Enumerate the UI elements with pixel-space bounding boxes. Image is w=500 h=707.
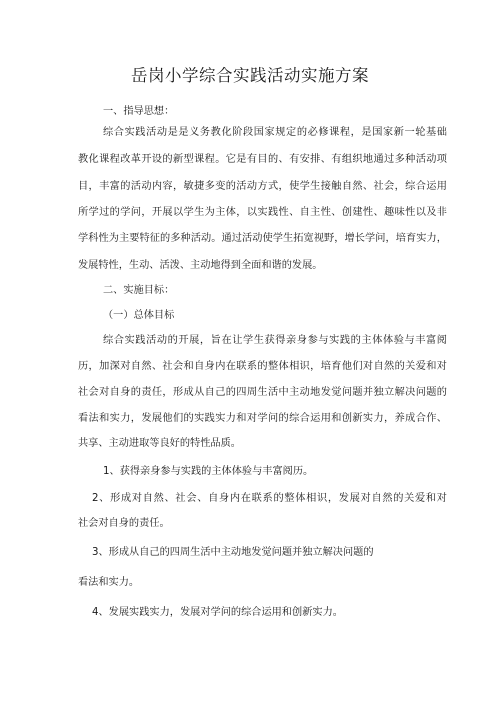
list-item: 2、形成对自然、社会、自身内在联系的整体相识，发展对自然的关爱和对 — [92, 493, 447, 504]
paragraph-line: 所学过的学问，开展以学生为主体，以实践性、自主性、创建性、趣味性以及非 — [78, 207, 447, 218]
list-item: 4、发展实践实力，发展对学问的综合运用和创新实力。 — [92, 607, 343, 618]
paragraph-line: 社会对自身的责任，形成从自己的四周生活中主动地发觉问题并独立解决问题的 — [78, 387, 447, 398]
list-item: 1、获得亲身参与实践的主体体验与丰富阅历。 — [103, 466, 314, 477]
paragraph-line: 历，加深对自然、社会和自身内在联系的整体相识，培育他们对自然的关爱和对 — [78, 361, 447, 372]
paragraph-line: 目，丰富的活动内容，敏捷多变的活动方式，使学生接触自然、社会，综合运用 — [78, 181, 447, 192]
subsection-heading-overall-goal: （一）总体目标 — [103, 310, 175, 321]
paragraph-line: 共享、主动进取等良好的特性品质。 — [78, 438, 241, 449]
list-item: 3、形成从自己的四周生活中主动地发觉问题并独立解决问题的 — [92, 547, 374, 558]
list-item-continuation: 社会对自身的责任。 — [78, 518, 170, 529]
paragraph-line: 综合实践活动是是义务教化阶段国家规定的必修课程，是国家新一轮基础 — [103, 127, 447, 138]
document-title: 岳岗小学综合实践活动实施方案 — [131, 66, 369, 85]
section-heading-guiding-thought: 一、指导思想： — [103, 106, 175, 117]
paragraph-line: 发展特性，生动、活泼、主动地得到全面和谐的发展。 — [78, 260, 323, 271]
paragraph-line: 教化课程改革开设的新型课程。它是有目的、有安排、有组织地通过多种活动项 — [78, 154, 447, 165]
paragraph-line: 学科性为主要特征的多种活动。通过活动使学生拓宽视野，增长学问，培育实力， — [78, 233, 447, 244]
list-item-continuation: 看法和实力。 — [78, 577, 140, 588]
paragraph-line: 综合实践活动的开展，旨在让学生获得亲身参与实践的主体体验与丰富阅 — [103, 335, 447, 346]
paragraph-line: 看法和实力，发展他们的实践实力和对学问的综合运用和创新实力，养成合作、 — [78, 413, 447, 424]
section-heading-objectives: 二、实施目标： — [103, 285, 175, 296]
